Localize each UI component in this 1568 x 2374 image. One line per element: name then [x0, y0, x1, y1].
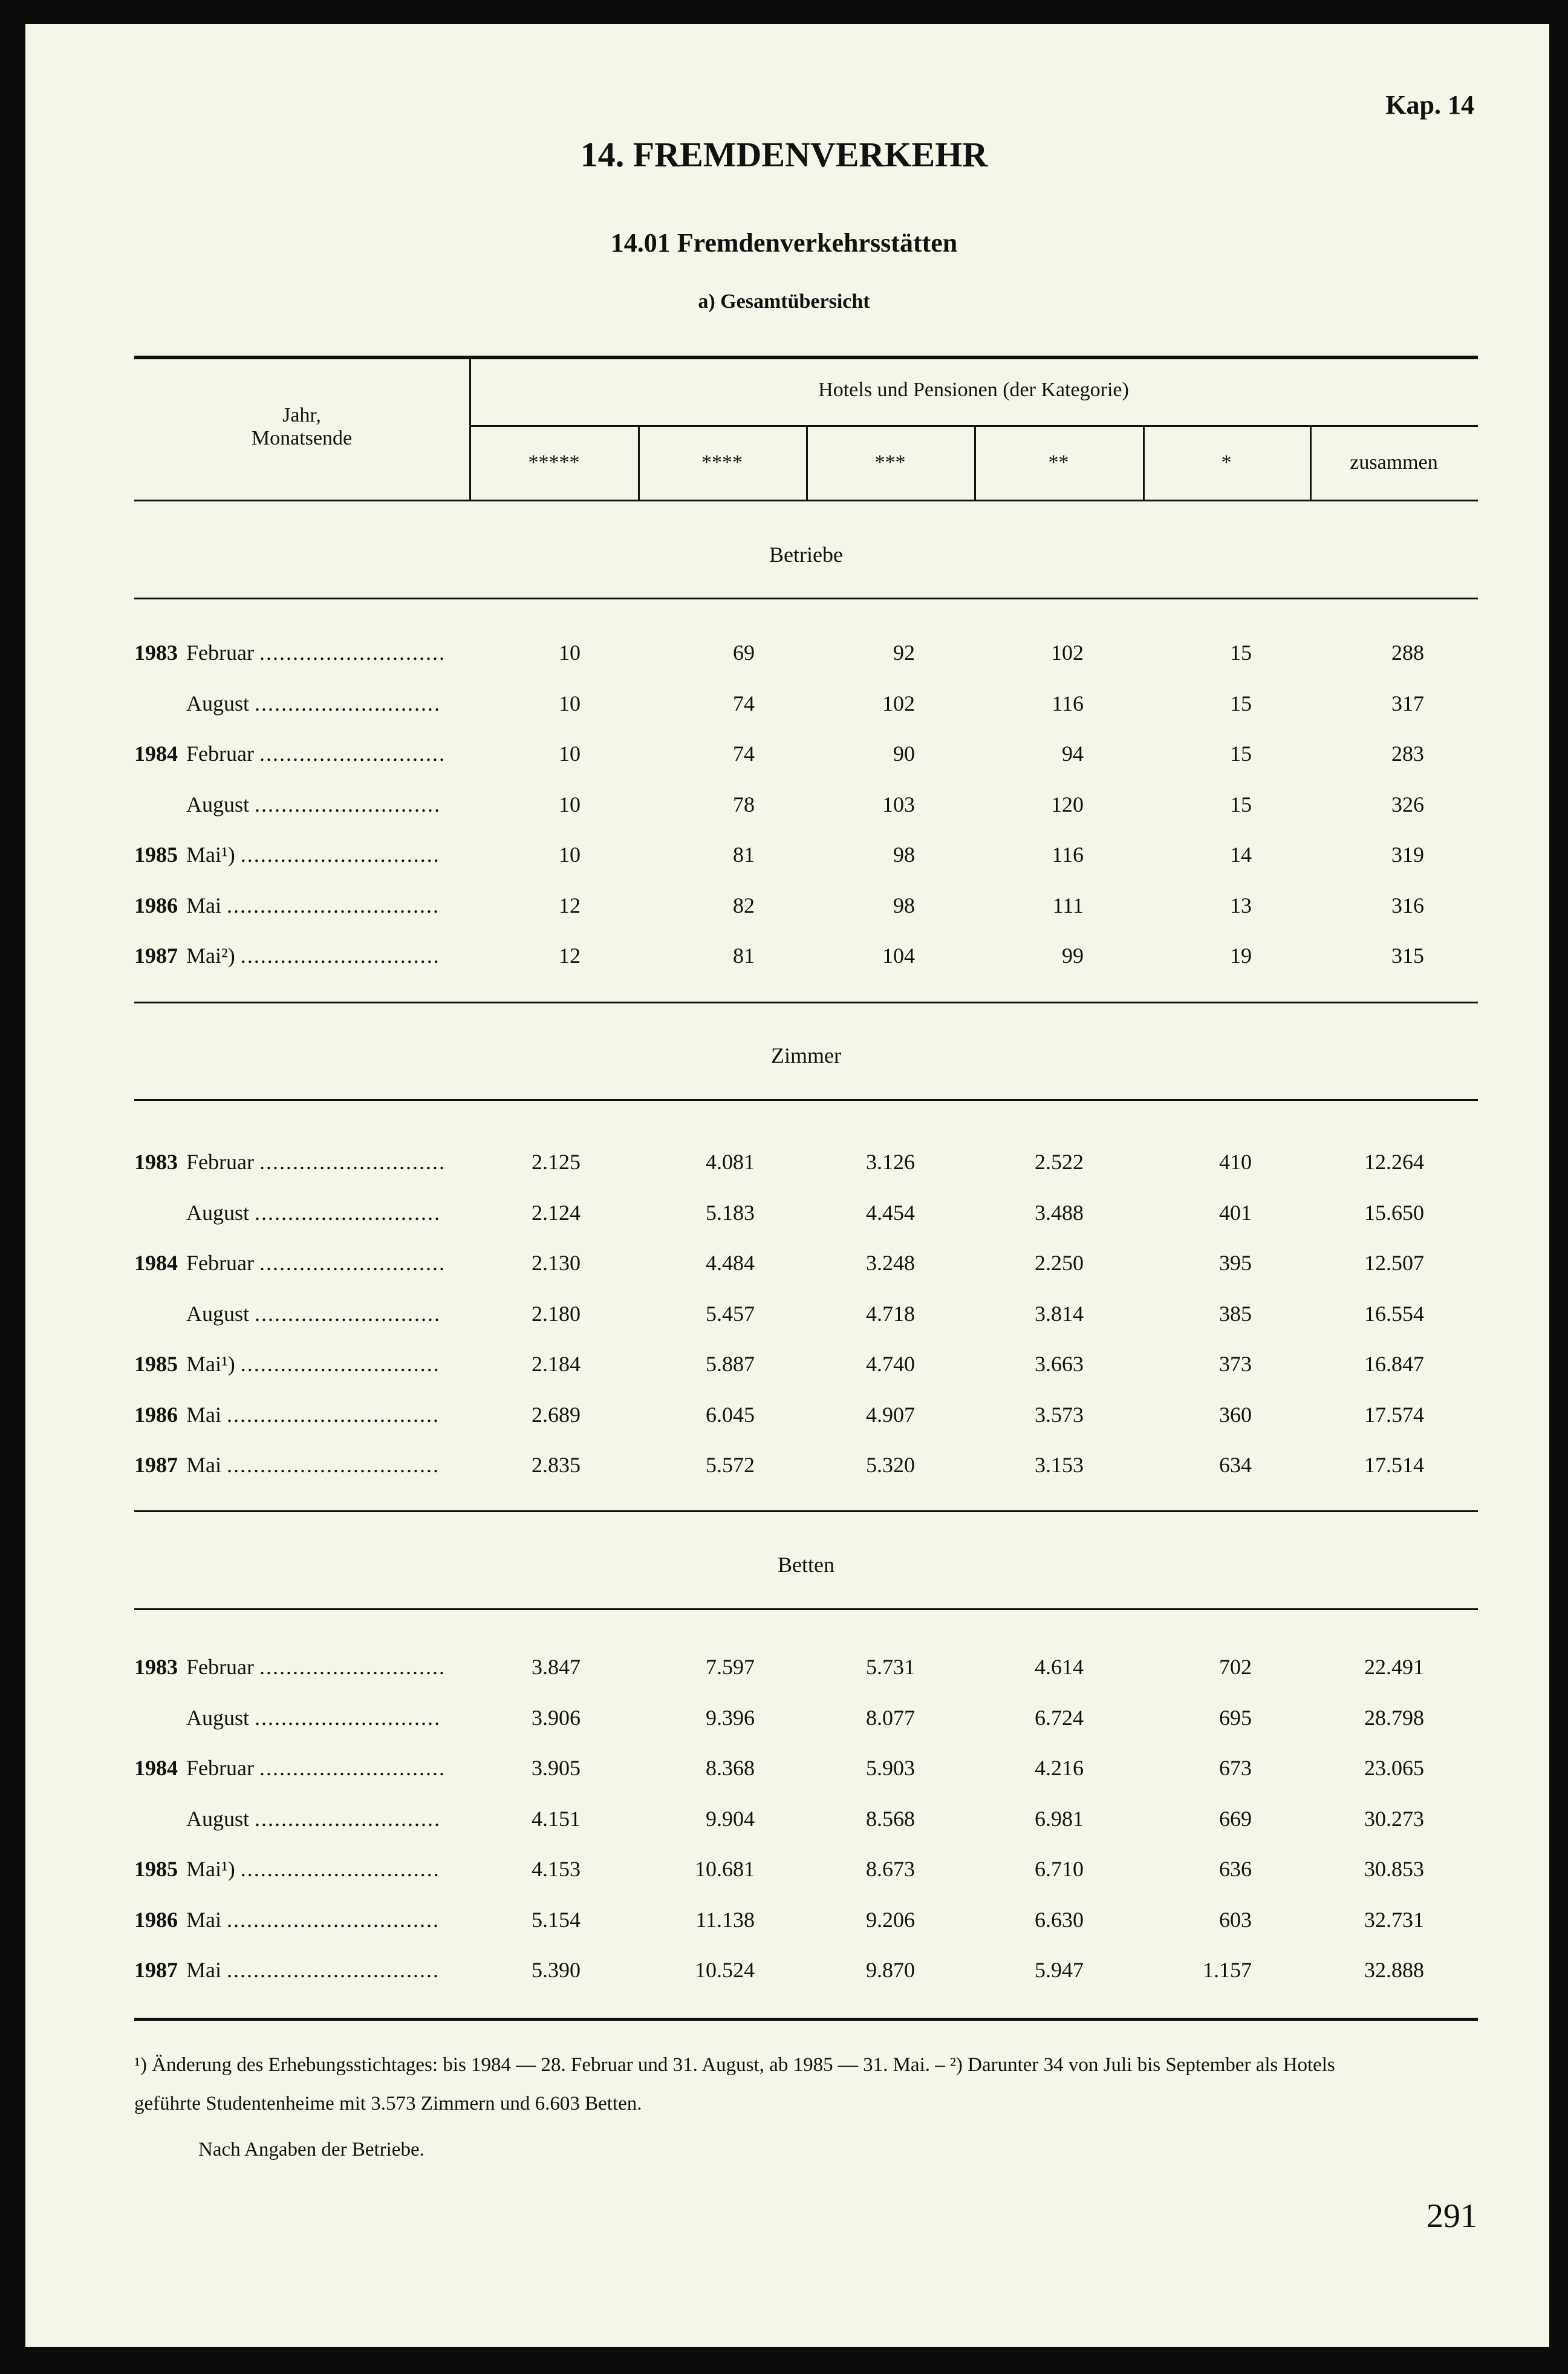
row-label: [134, 691, 441, 716]
table-cell: 2.130: [532, 1251, 581, 1275]
table-cell: 11.138: [695, 1907, 755, 1932]
table-cell: 1.157: [1203, 1958, 1252, 1982]
table-cell: 5.154: [532, 1907, 581, 1932]
table-cell: 3.847: [532, 1655, 581, 1679]
table-cell: 9.396: [706, 1705, 755, 1730]
table-cell: 10: [559, 792, 581, 817]
section-title-zimmer: Zimmer: [771, 1043, 841, 1068]
table-cell: 98: [893, 843, 915, 867]
table-cell: 317: [1391, 691, 1424, 716]
row-label: [134, 1806, 441, 1831]
leader-dots: ............................: [255, 792, 441, 817]
row-label: [134, 893, 440, 918]
table-cell: 32.888: [1364, 1958, 1424, 1982]
row-year: 1984: [134, 742, 178, 766]
leader-dots: ................................: [227, 1907, 440, 1932]
section-rule: [134, 1608, 1478, 1610]
table-cell: 12: [559, 893, 581, 918]
row-label-header-line1: Jahr,: [282, 404, 321, 426]
group-header: Hotels und Pensionen (der Kategorie): [818, 379, 1129, 401]
section-rule: [134, 1510, 1478, 1512]
row-label: [134, 1654, 446, 1680]
table-cell: 319: [1391, 843, 1424, 867]
col-header-5star: *****: [528, 451, 580, 474]
table-cell: 4.216: [1035, 1756, 1084, 1780]
row-year: 1985: [134, 843, 178, 867]
leader-dots: ............................: [259, 641, 446, 665]
table-cell: 102: [882, 691, 915, 716]
leader-dots: ..............................: [240, 843, 440, 867]
table-cell: 78: [733, 792, 755, 817]
section-rule: [134, 1002, 1478, 1003]
row-month: Mai¹): [186, 843, 235, 867]
table-cell: 326: [1391, 792, 1424, 817]
table-cell: 15: [1230, 742, 1252, 766]
table-cell: 15: [1230, 691, 1252, 716]
table-cell: 4.907: [866, 1402, 915, 1427]
table-cell: 3.488: [1035, 1200, 1084, 1225]
col-header-3star: ***: [874, 451, 906, 474]
col-header-2star: **: [1048, 451, 1069, 474]
row-label: [134, 792, 441, 817]
section-title-betten: Betten: [778, 1553, 834, 1577]
row-label: [134, 741, 446, 766]
table-cell: 3.906: [532, 1705, 581, 1730]
header-top-rule: [134, 356, 1478, 359]
table-cell: 12.507: [1364, 1251, 1424, 1275]
table-cell: 316: [1391, 893, 1424, 918]
row-year: 1987: [134, 1958, 178, 1982]
leader-dots: ............................: [255, 1200, 441, 1225]
table-cell: 2.250: [1035, 1251, 1084, 1275]
table-cell: 410: [1219, 1150, 1252, 1174]
leader-dots: ................................: [227, 1958, 440, 1982]
table-cell: 30.273: [1364, 1806, 1424, 1831]
footnote-line-2: geführte Studentenheime mit 3.573 Zimmern und 6.603 Betten.: [134, 2093, 642, 2115]
table-cell: 10.524: [695, 1958, 755, 1982]
row-month: Mai: [186, 893, 221, 918]
row-year: 1983: [134, 641, 178, 665]
table-cell: 4.484: [706, 1251, 755, 1275]
table-cell: 111: [1052, 893, 1084, 918]
table-cell: 94: [1062, 742, 1084, 766]
table-cell: 120: [1051, 792, 1084, 817]
table-cell: 373: [1219, 1352, 1252, 1376]
leader-dots: ................................: [227, 893, 440, 918]
table-cell: 6.630: [1035, 1907, 1084, 1932]
table-cell: 74: [733, 742, 755, 766]
table-cell: 3.126: [866, 1150, 915, 1174]
table-cell: 16.554: [1364, 1301, 1424, 1326]
table-cell: 5.731: [866, 1655, 915, 1679]
row-label: [134, 1301, 441, 1326]
page-title: 14. FREMDENVERKEHR: [580, 135, 988, 174]
table-cell: 16.847: [1364, 1352, 1424, 1376]
row-label: [134, 1200, 441, 1225]
table-cell: 4.153: [532, 1857, 581, 1881]
row-month: Mai: [186, 1958, 221, 1982]
row-year: 1983: [134, 1655, 178, 1679]
leader-dots: ............................: [259, 1251, 446, 1275]
leader-dots: ............................: [259, 1756, 446, 1780]
table-cell: 2.180: [532, 1301, 581, 1326]
leader-dots: ............................: [255, 1301, 441, 1326]
table-cell: 8.368: [706, 1756, 755, 1780]
table-cell: 4.081: [706, 1150, 755, 1174]
row-month: Februar: [186, 742, 254, 766]
table-cell: 5.320: [866, 1453, 915, 1477]
table-cell: 283: [1391, 742, 1424, 766]
table-cell: 6.724: [1035, 1705, 1084, 1730]
row-label: [134, 1957, 440, 1983]
table-cell: 69: [733, 641, 755, 665]
section-rule: [134, 1099, 1478, 1101]
table-cell: 10.681: [695, 1857, 755, 1881]
table-cell: 5.887: [706, 1352, 755, 1376]
row-month: Mai: [186, 1402, 221, 1427]
row-label-header-line2: Monatsende: [251, 427, 353, 449]
table-cell: 6.045: [706, 1402, 755, 1427]
table-bottom-rule: [134, 2018, 1478, 2021]
table-cell: 636: [1219, 1857, 1252, 1881]
table-cell: 3.663: [1035, 1352, 1084, 1376]
table-cell: 5.390: [532, 1958, 581, 1982]
row-month: Mai¹): [186, 1352, 235, 1376]
page-number: 291: [1426, 2197, 1477, 2235]
source-note: Nach Angaben der Betriebe.: [198, 2139, 425, 2160]
table-cell: 2.522: [1035, 1150, 1084, 1174]
leader-dots: ..............................: [240, 1352, 440, 1376]
table-cell: 10: [559, 843, 581, 867]
table-cell: 15: [1230, 641, 1252, 665]
table-cell: 673: [1219, 1756, 1252, 1780]
table-cell: 8.077: [866, 1705, 915, 1730]
table-cell: 17.514: [1364, 1453, 1424, 1477]
row-month: August: [186, 792, 250, 817]
table-cell: 4.614: [1035, 1655, 1084, 1679]
table-cell: 401: [1219, 1200, 1252, 1225]
table-cell: 8.568: [866, 1806, 915, 1831]
table-cell: 7.597: [706, 1655, 755, 1679]
col-header-4star: ****: [701, 451, 743, 474]
table-cell: 15: [1230, 792, 1252, 817]
table-cell: 6.710: [1035, 1857, 1084, 1881]
row-month: Mai¹): [186, 1857, 235, 1881]
table-cell: 74: [733, 691, 755, 716]
table-cell: 2.124: [532, 1200, 581, 1225]
table-cell: 81: [733, 843, 755, 867]
table-cell: 30.853: [1364, 1857, 1424, 1881]
row-month: Februar: [186, 1251, 254, 1275]
row-month: Mai: [186, 1907, 221, 1932]
section-title-betriebe: Betriebe: [769, 543, 843, 567]
leader-dots: ............................: [259, 1655, 446, 1679]
leader-dots: ..............................: [240, 1857, 440, 1881]
row-year: 1984: [134, 1756, 178, 1780]
table-cell: 702: [1219, 1655, 1252, 1679]
row-label: [134, 1149, 446, 1175]
table-cell: 3.814: [1035, 1301, 1084, 1326]
row-year: 1983: [134, 1150, 178, 1174]
table-cell: 2.689: [532, 1402, 581, 1427]
leader-dots: ............................: [255, 1705, 441, 1730]
row-label: [134, 1856, 440, 1882]
table-cell: 634: [1219, 1453, 1252, 1477]
table-cell: 116: [1052, 843, 1084, 867]
table-title: 14.01 Fremdenverkehrsstätten: [610, 228, 958, 258]
table-cell: 4.454: [866, 1200, 915, 1225]
table-cell: 695: [1219, 1705, 1252, 1730]
table-cell: 603: [1219, 1907, 1252, 1932]
row-year: 1986: [134, 1402, 178, 1427]
table-cell: 5.183: [706, 1200, 755, 1225]
row-label: [134, 1452, 440, 1478]
row-month: August: [186, 1301, 250, 1326]
table-cell: 19: [1230, 944, 1252, 968]
row-month: Februar: [186, 1150, 254, 1174]
row-year: 1987: [134, 1453, 178, 1477]
footnote-line-1: ¹) Änderung des Erhebungsstichtages: bis 1984 — 28. Februar und 31. August, ab 1985 — 31. Mai. – ²) Darunter 34 von Juli bis September als Hotels: [134, 2054, 1335, 2076]
row-month: August: [186, 1200, 250, 1225]
row-month: Februar: [186, 641, 254, 665]
table-cell: 32.731: [1364, 1907, 1424, 1932]
table-cell: 8.673: [866, 1857, 915, 1881]
row-month: August: [186, 1705, 250, 1730]
leader-dots: ............................: [259, 1150, 446, 1174]
table-cell: 3.573: [1035, 1402, 1084, 1427]
table-cell: 315: [1391, 944, 1424, 968]
table-cell: 103: [882, 792, 915, 817]
row-label: [134, 943, 440, 968]
row-month: Mai: [186, 1453, 221, 1477]
table-cell: 10: [559, 742, 581, 766]
table-cell: 92: [893, 641, 915, 665]
page-sheet: [25, 24, 1549, 2347]
row-year: 1985: [134, 1352, 178, 1376]
table-cell: 4.718: [866, 1301, 915, 1326]
table-cell: 22.491: [1364, 1655, 1424, 1679]
table-cell: 15.650: [1364, 1200, 1424, 1225]
table-cell: 10: [559, 691, 581, 716]
table-cell: 9.904: [706, 1806, 755, 1831]
row-label: [134, 1705, 441, 1730]
row-label: [134, 842, 440, 867]
table-cell: 98: [893, 893, 915, 918]
row-label: [134, 1402, 440, 1427]
row-year: 1986: [134, 1907, 178, 1932]
row-month: Mai²): [186, 944, 235, 968]
col-header-1star: *: [1221, 451, 1232, 474]
leader-dots: ............................: [255, 1806, 441, 1831]
table-cell: 6.981: [1035, 1806, 1084, 1831]
table-cell: 3.153: [1035, 1453, 1084, 1477]
table-cell: 10: [559, 641, 581, 665]
table-cell: 82: [733, 893, 755, 918]
table-cell: 288: [1391, 641, 1424, 665]
table-cell: 99: [1062, 944, 1084, 968]
row-year: 1985: [134, 1857, 178, 1881]
table-cell: 116: [1052, 691, 1084, 716]
table-cell: 102: [1051, 641, 1084, 665]
leader-dots: ................................: [227, 1453, 440, 1477]
row-label: [134, 1755, 446, 1781]
table-cell: 5.457: [706, 1301, 755, 1326]
leader-dots: ................................: [227, 1402, 440, 1427]
row-label: [134, 1250, 446, 1276]
table-cell: 104: [882, 944, 915, 968]
table-cell: 12.264: [1364, 1150, 1424, 1174]
table-cell: 669: [1219, 1806, 1252, 1831]
table-cell: 4.151: [532, 1806, 581, 1831]
table-cell: 17.574: [1364, 1402, 1424, 1427]
table-cell: 13: [1230, 893, 1252, 918]
table-cell: 9.870: [866, 1958, 915, 1982]
leader-dots: ..............................: [240, 944, 440, 968]
table-cell: 5.903: [866, 1756, 915, 1780]
row-month: Februar: [186, 1655, 254, 1679]
row-year: 1984: [134, 1251, 178, 1275]
row-label: [134, 640, 446, 665]
row-month: Februar: [186, 1756, 254, 1780]
table-cell: 395: [1219, 1251, 1252, 1275]
table-cell: 5.947: [1035, 1958, 1084, 1982]
row-label: [134, 1351, 440, 1377]
section-rule: [134, 598, 1478, 599]
table-cell: 14: [1230, 843, 1252, 867]
leader-dots: ............................: [255, 691, 441, 716]
row-month: August: [186, 1806, 250, 1831]
row-year: 1987: [134, 944, 178, 968]
table-cell: 81: [733, 944, 755, 968]
table-cell: 3.248: [866, 1251, 915, 1275]
table-cell: 2.125: [532, 1150, 581, 1174]
table-cell: 28.798: [1364, 1705, 1424, 1730]
table-cell: 23.065: [1364, 1756, 1424, 1780]
table-cell: 360: [1219, 1402, 1252, 1427]
row-label: [134, 1907, 440, 1932]
table-cell: 3.905: [532, 1756, 581, 1780]
table-cell: 2.835: [532, 1453, 581, 1477]
table-cell: 4.740: [866, 1352, 915, 1376]
row-month: August: [186, 691, 250, 716]
chapter-label: Kap. 14: [1385, 90, 1474, 120]
table-cell: 12: [559, 944, 581, 968]
leader-dots: ............................: [259, 742, 446, 766]
table-cell: 385: [1219, 1301, 1252, 1326]
table-subtitle: a) Gesamtübersicht: [698, 290, 870, 313]
table-cell: 5.572: [706, 1453, 755, 1477]
table-cell: 9.206: [866, 1907, 915, 1932]
table-cell: 2.184: [532, 1352, 581, 1376]
col-header-total: zusammen: [1350, 451, 1438, 474]
header-mid-rule: [469, 425, 1478, 427]
row-year: 1986: [134, 893, 178, 918]
table-cell: 90: [893, 742, 915, 766]
